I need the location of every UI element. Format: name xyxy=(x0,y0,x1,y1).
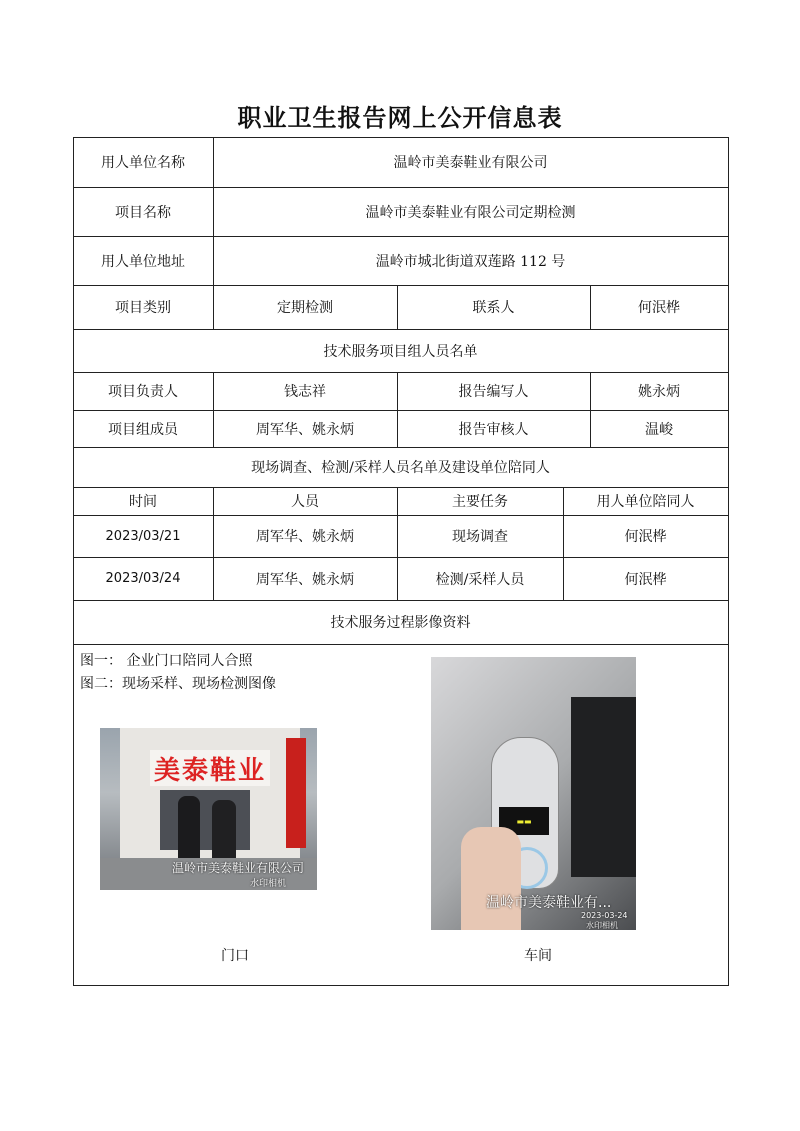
survey-heading: 现场调查、检测/采样人员名单及建设单位陪同人 xyxy=(251,460,550,476)
column-header: 用人单位陪同人 xyxy=(596,494,695,510)
workshop-photo: ▬▬ 温岭市美泰鞋业有... 2023-03-24 水印相机 xyxy=(431,657,636,930)
table-cell-companion: 何泯桦 xyxy=(624,529,667,545)
figure-2-label: 图二：现场采样、现场检测图像 xyxy=(80,676,276,692)
column-header: 人员 xyxy=(291,494,319,510)
members: 周军华、姚永炳 xyxy=(256,421,354,438)
photo-watermark: 温岭市美泰鞋业有... xyxy=(486,895,612,911)
photo-2-caption: 车间 xyxy=(524,948,552,964)
contact-label: 联系人 xyxy=(472,300,515,316)
writer: 姚永炳 xyxy=(638,384,680,400)
watermark-app: 水印相机 xyxy=(586,921,618,930)
employer-name: 温岭市美泰鞋业有限公司 xyxy=(393,155,548,171)
photo-watermark: 温岭市美泰鞋业有限公司 xyxy=(172,861,305,875)
figure-1-label: 图一： 企业门口陪同人合照 xyxy=(80,653,253,669)
images-heading: 技术服务过程影像资料 xyxy=(330,615,471,631)
page-title: 职业卫生报告网上公开信息表 xyxy=(237,103,563,132)
table-cell-task: 现场调查 xyxy=(452,529,508,545)
watermark-app: 水印相机 xyxy=(250,879,287,889)
photo-date: 2023-03-24 xyxy=(581,911,628,920)
members-label: 项目组成员 xyxy=(108,421,178,438)
employer-name-label: 用人单位名称 xyxy=(101,155,185,171)
column-header: 主要任务 xyxy=(452,494,508,510)
reviewer: 温峻 xyxy=(645,421,673,438)
store-sign: 美泰鞋业 xyxy=(150,750,270,786)
column-header: 时间 xyxy=(129,494,157,510)
table-cell-staff: 周军华、姚永炳 xyxy=(256,529,354,545)
writer-label: 报告编写人 xyxy=(458,384,529,400)
photo-1-caption: 门口 xyxy=(221,948,249,964)
project-name: 温岭市美泰鞋业有限公司定期检测 xyxy=(365,204,576,221)
project-type: 定期检测 xyxy=(277,300,333,316)
address: 温岭市城北街道双莲路 112 号 xyxy=(375,253,566,270)
reviewer-label: 报告审核人 xyxy=(458,421,529,438)
leader-label: 项目负责人 xyxy=(108,384,178,400)
storefront-photo xyxy=(100,728,317,890)
leader: 钱志祥 xyxy=(284,384,326,400)
table-cell-companion: 何泯桦 xyxy=(624,571,667,588)
address-label: 用人单位地址 xyxy=(101,253,185,270)
project-type-label: 项目类别 xyxy=(115,300,171,316)
team-heading: 技术服务项目组人员名单 xyxy=(323,343,478,360)
table-cell-task: 检测/采样人员 xyxy=(435,571,525,588)
table-cell-staff: 周军华、姚永炳 xyxy=(256,571,354,588)
project-name-label: 项目名称 xyxy=(115,204,171,221)
contact: 何泯桦 xyxy=(638,300,680,316)
table-cell-date: 2023/03/21 xyxy=(105,528,181,544)
table-cell-date: 2023/03/24 xyxy=(105,571,181,586)
